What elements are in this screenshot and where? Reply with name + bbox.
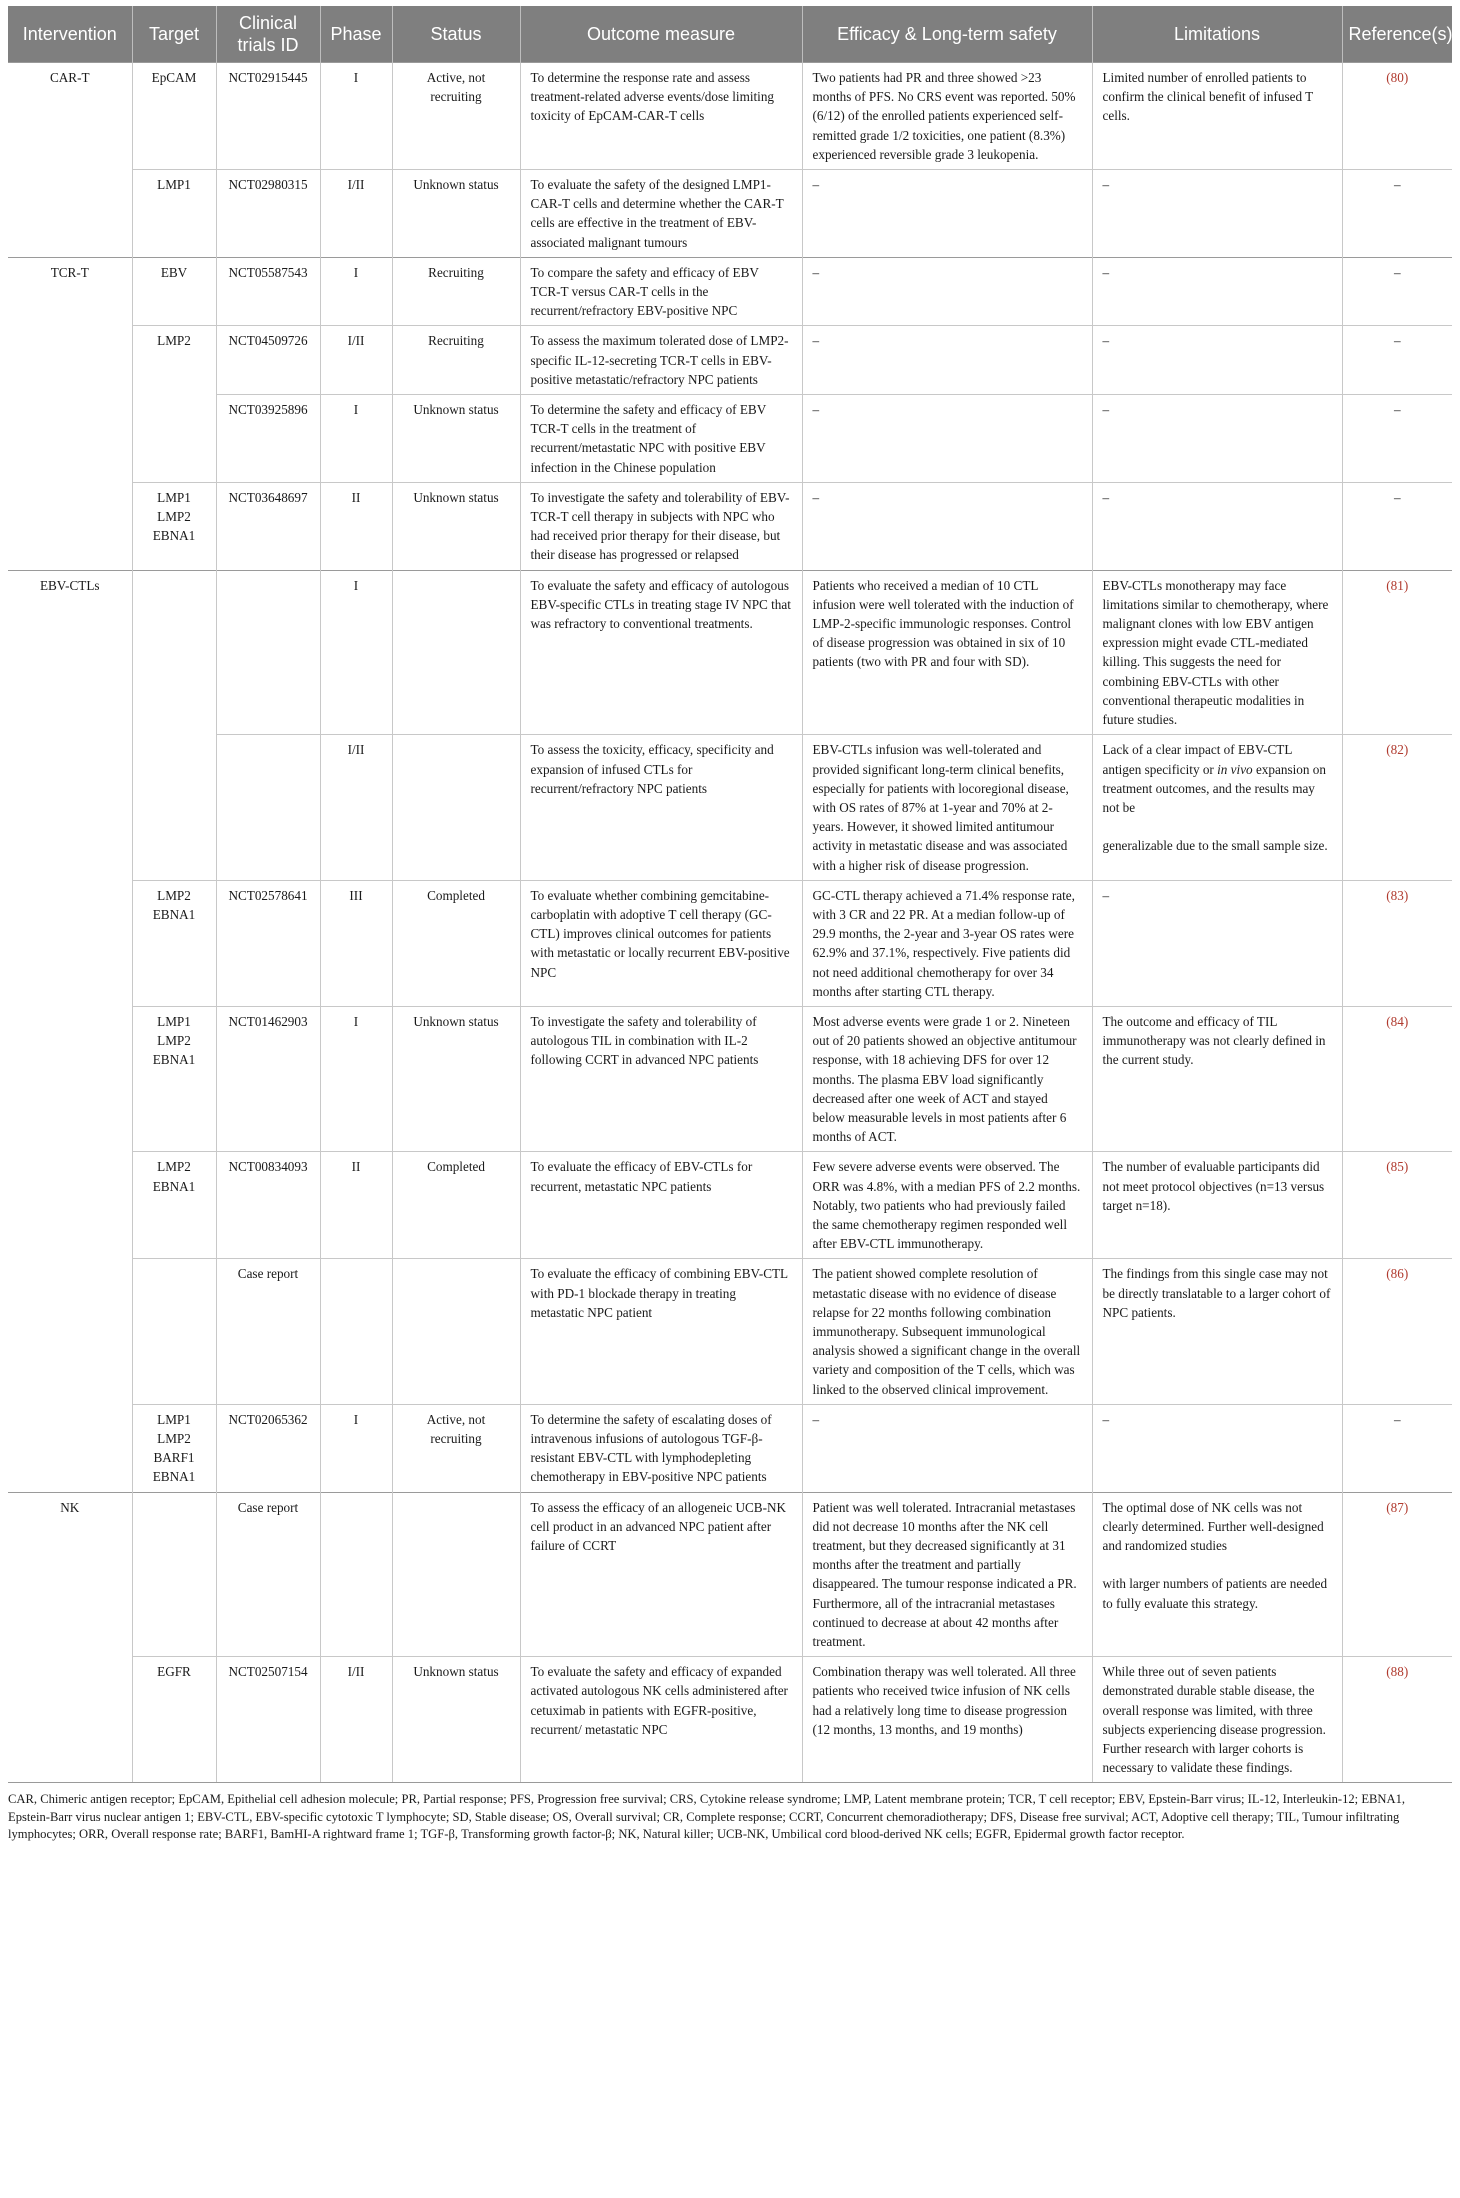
limitations-cell: – (1092, 880, 1342, 1006)
limitations-cell: The number of evaluable participants did not meet protocol objectives (n=13 versus target n=18). (1092, 1152, 1342, 1259)
target-cell: LMP2 EBNA1 (132, 1152, 216, 1259)
table-row (8, 1152, 1452, 1259)
phase-cell: I (320, 1404, 392, 1492)
intervention-cell (8, 735, 132, 880)
target-cell: EpCAM (132, 63, 216, 170)
phase-cell: II (320, 482, 392, 570)
phase-cell: I/II (320, 326, 392, 395)
outcome-cell: To determine the response rate and assess treatment-related adverse events/dose limiting toxicity of EpCAM-CAR-T cells (520, 63, 802, 170)
trial-id-cell: NCT02578641 (216, 880, 320, 1006)
reference-link[interactable]: (81) (1386, 577, 1409, 593)
target-cell (132, 735, 216, 880)
outcome-cell: To evaluate the safety and efficacy of autologous EBV-specific CTLs in treating stage IV NPC that was refractory to conventional treatments. (520, 570, 802, 735)
status-cell (392, 1259, 520, 1404)
target-cell: LMP1 LMP2 EBNA1 (132, 1006, 216, 1151)
table-row (8, 482, 1452, 570)
outcome-cell: To evaluate the safety and efficacy of expanded activated autologous NK cells administered after cetuximab in patients with EGFR-positive, recurrent/ metastatic NPC (520, 1657, 802, 1783)
reference-cell: – (1342, 482, 1452, 570)
header-outcome: Outcome measure (520, 6, 802, 63)
limitations-text: expansion on treatment outcomes, and the results may not be (1102, 761, 1326, 815)
outcome-cell: To investigate the safety and tolerability of autologous TIL in combination with IL-2 following CCRT in advanced NPC patients (520, 1006, 802, 1151)
status-cell: Recruiting (392, 257, 520, 326)
table-footnote: CAR, Chimeric antigen receptor; EpCAM, Epithelial cell adhesion molecule; PR, Partial response; PFS, Progression free survival; CRS, Cytokine release syndrome; LMP, Latent membrane protein; TCR, T cell receptor; EBV, Epstein-Barr virus; IL-12, Interleukin-12; EBNA1, Epstein-Barr virus nuclear antigen 1; EBV-CTL, EBV-specific cytotoxic T lymphocyte; SD, Stable disease; OS, Overall survival; CR, Complete response; CCRT, Concurrent chemoradiotherapy; DFS, Disease free survival; ACT, Adoptive cell therapy; TIL, Tumour infiltrating lymphocytes; ORR, Overall response rate; BARF1, BamHI-A rightward frame 1; TGF-β, Transforming growth factor-β; NK, Natural killer; UCB-NK, Umbilical cord blood-derived NK cells; EGFR, Epidermal growth factor receptor. (8, 1792, 1406, 1842)
target-cell: LMP2 EBNA1 (132, 880, 216, 1006)
table-row (8, 570, 1452, 735)
limitations-cell: – (1092, 482, 1342, 570)
limitations-text: Lack of a clear impact of EBV-CTL antigen specificity or (1102, 742, 1292, 777)
intervention-cell (8, 170, 132, 258)
table-row (8, 395, 1452, 483)
header-limitations: Limitations (1092, 6, 1342, 63)
trial-id-cell: Case report (216, 1492, 320, 1657)
efficacy-cell: – (802, 257, 1092, 326)
efficacy-cell: Most adverse events were grade 1 or 2. Nineteen out of 20 patients showed an objective antitumour response, with 18 achieving DFS for over 12 months. The plasma EBV load significantly decreased after one week of ACT and stayed below measurable levels in most patients after 6 months of ACT. (802, 1006, 1092, 1151)
outcome-cell: To evaluate the efficacy of combining EBV-CTL with PD-1 blockade therapy in treating metastatic NPC patient (520, 1259, 802, 1404)
status-cell (392, 1492, 520, 1657)
limitations-italic: in vivo (1217, 761, 1253, 777)
outcome-cell: To evaluate the efficacy of EBV-CTLs for recurrent, metastatic NPC patients (520, 1152, 802, 1259)
limitations-cell: Limited number of enrolled patients to confirm the clinical benefit of infused T cells. (1092, 63, 1342, 170)
reference-cell: – (1342, 257, 1452, 326)
phase-cell: II (320, 1152, 392, 1259)
phase-cell (320, 1492, 392, 1657)
intervention-cell (8, 395, 132, 483)
limitations-cell: While three out of seven patients demonstrated durable stable disease, the overall response was limited, with three subjects experiencing disease progression. Further research with larger cohorts is necessary to validate these findings. (1092, 1657, 1342, 1783)
efficacy-cell: Two patients had PR and three showed >23 months of PFS. No CRS event was reported. 50% (6/12) of the enrolled patients experienced self-remitted grade 1/2 toxicities, one patient (8.3%) experienced reversible grade 3 leukopenia. (802, 63, 1092, 170)
table-row (8, 1259, 1452, 1404)
intervention-cell (8, 1006, 132, 1151)
target-cell: LMP1 LMP2 BARF1 EBNA1 (132, 1404, 216, 1492)
trial-id-cell: NCT00834093 (216, 1152, 320, 1259)
outcome-cell: To assess the toxicity, efficacy, specificity and expansion of infused CTLs for recurrent/refractory NPC patients (520, 735, 802, 880)
trial-id-cell: NCT02065362 (216, 1404, 320, 1492)
efficacy-cell: – (802, 1404, 1092, 1492)
phase-cell: I/II (320, 1657, 392, 1783)
limitations-cell: The outcome and efficacy of TIL immunotherapy was not clearly defined in the current study. (1092, 1006, 1342, 1151)
table-row (8, 880, 1452, 1006)
limitations-cell: – (1092, 1404, 1342, 1492)
target-cell: LMP2 (132, 326, 216, 395)
table-row (8, 1404, 1452, 1492)
status-cell: Unknown status (392, 170, 520, 258)
limitations-cell: The findings from this single case may not be directly translatable to a larger cohort of NPC patients. (1092, 1259, 1342, 1404)
trial-id-cell: NCT03648697 (216, 482, 320, 570)
reference-cell: – (1342, 1404, 1452, 1492)
status-cell: Active, not recruiting (392, 1404, 520, 1492)
limitations-cell: – (1092, 170, 1342, 258)
limitations-cell: – (1092, 257, 1342, 326)
status-cell: Unknown status (392, 482, 520, 570)
clinical-trials-table (8, 6, 1452, 1783)
limitations-cell: – (1092, 395, 1342, 483)
document-page (8, 6, 1452, 1844)
trial-id-cell: NCT05587543 (216, 257, 320, 326)
reference-link[interactable]: (80) (1386, 70, 1409, 85)
efficacy-cell: – (802, 395, 1092, 483)
reference-cell (1342, 1492, 1452, 1657)
reference-link[interactable]: (88) (1386, 1664, 1409, 1680)
reference-cell (1342, 63, 1452, 170)
outcome-cell: To evaluate whether combining gemcitabine-carboplatin with adoptive T cell therapy (GC-CTL) improves clinical outcomes for patients with metastatic or locally recurrent EBV-positive NPC (520, 880, 802, 1006)
target-cell: EGFR (132, 1657, 216, 1783)
target-cell (132, 570, 216, 735)
limitations-cell (1092, 1492, 1342, 1657)
outcome-cell: To investigate the safety and tolerability of EBV-TCR-T cell therapy in subjects with NPC who had received prior therapy for their disease, but their disease has progressed or relapsed (520, 482, 802, 570)
header-trial-id: Clinical trials ID (216, 6, 320, 63)
reference-cell (1342, 735, 1452, 880)
efficacy-cell: Combination therapy was well tolerated. All three patients who received twice infusion of NK cells had a relatively long time to disease progression (12 months, 13 months, and 19 months) (802, 1657, 1092, 1783)
reference-cell: – (1342, 326, 1452, 395)
table-row (8, 1492, 1452, 1657)
intervention-cell: TCR-T (8, 257, 132, 326)
status-cell: Unknown status (392, 1657, 520, 1783)
trial-id-cell: NCT01462903 (216, 1006, 320, 1151)
reference-link[interactable]: (85) (1386, 1159, 1409, 1175)
phase-cell: I/II (320, 735, 392, 880)
reference-link[interactable]: (83) (1386, 887, 1409, 903)
limitations-text: with larger numbers of patients are needed to fully evaluate this strategy. (1102, 1576, 1328, 1611)
header-phase: Phase (320, 6, 392, 63)
status-cell: Completed (392, 880, 520, 1006)
efficacy-cell: – (802, 482, 1092, 570)
status-cell: Recruiting (392, 326, 520, 395)
phase-cell: I (320, 257, 392, 326)
reference-cell: – (1342, 170, 1452, 258)
efficacy-cell: Patient was well tolerated. Intracranial metastases did not decrease 10 months after the NK cell treatment, but they decreased significantly at 31 months after the treatment and partially disappeared. The tumour response indicated a PR. Furthermore, all of the intracranial metastases continued to decrease at about 42 months after treatment. (802, 1492, 1092, 1657)
phase-cell: I (320, 570, 392, 735)
target-cell (132, 1259, 216, 1404)
outcome-cell: To determine the safety and efficacy of EBV TCR-T cells in the treatment of recurrent/metastatic NPC with positive EBV infection in the Chinese population (520, 395, 802, 483)
outcome-cell: To assess the maximum tolerated dose of LMP2-specific IL-12-secreting TCR-T cells in EBV-positive metastatic/refractory NPC patients (520, 326, 802, 395)
reference-cell (1342, 880, 1452, 1006)
reference-cell (1342, 1657, 1452, 1783)
status-cell: Completed (392, 1152, 520, 1259)
intervention-cell (8, 326, 132, 395)
status-cell: Unknown status (392, 1006, 520, 1151)
phase-cell: I (320, 1006, 392, 1151)
trial-id-cell: NCT02915445 (216, 63, 320, 170)
trial-id-cell: NCT02507154 (216, 1657, 320, 1783)
efficacy-cell: Patients who received a median of 10 CTL infusion were well tolerated with the induction of LMP-2-specific immunologic responses. Control of disease progression was obtained in six of 10 patients (two with PR and four with SD). (802, 570, 1092, 735)
limitations-text: The optimal dose of NK cells was not clearly determined. Further well-designed and randomized studies (1102, 1499, 1324, 1554)
phase-cell: III (320, 880, 392, 1006)
status-cell: Active, not recruiting (392, 63, 520, 170)
target-cell (132, 1492, 216, 1657)
table-row (8, 257, 1452, 326)
target-cell: LMP1 LMP2 EBNA1 (132, 482, 216, 570)
reference-cell (1342, 1006, 1452, 1151)
intervention-cell (8, 1657, 132, 1783)
trial-id-cell (216, 735, 320, 880)
reference-link[interactable]: (82) (1386, 742, 1409, 758)
reference-link[interactable]: (86) (1386, 1266, 1409, 1282)
outcome-cell: To compare the safety and efficacy of EBV TCR-T versus CAR-T cells in the recurrent/refractory EBV-positive NPC (520, 257, 802, 326)
phase-cell: I (320, 395, 392, 483)
efficacy-cell: EBV-CTLs infusion was well-tolerated and provided significant long-term clinical benefits, especially for patients with locoregional disease, with OS rates of 87% at 1-year and 70% at 2-years. However, it showed limited antitumour activity in metastatic disease and was associated with a higher risk of disease progression. (802, 735, 1092, 880)
efficacy-cell: GC-CTL therapy achieved a 71.4% response rate, with 3 CR and 22 PR. At a median follow-up of 29.9 months, the 2-year and 3-year OS rates were 62.9% and 37.1%, respectively. Five patients did not need additional chemotherapy for over 34 months after starting CTL therapy. (802, 880, 1092, 1006)
header-references: Reference(s) (1342, 6, 1452, 63)
phase-cell (320, 1259, 392, 1404)
reference-cell: – (1342, 395, 1452, 483)
efficacy-cell: The patient showed complete resolution of metastatic disease with no evidence of disease relapse for 22 months following combination immunotherapy. Subsequent immunological analysis showed a significant change in the overall variety and composition of the T cells, which was linked to the observed clinical improvement. (802, 1259, 1092, 1404)
intervention-cell (8, 482, 132, 570)
target-cell: LMP1 (132, 170, 216, 258)
reference-link[interactable]: (84) (1386, 1013, 1409, 1029)
trial-id-cell: NCT02980315 (216, 170, 320, 258)
trial-id-cell: NCT04509726 (216, 326, 320, 395)
table-row (8, 1006, 1452, 1151)
outcome-cell: To determine the safety of escalating doses of intravenous infusions of autologous TGF-β-resistant EBV-CTL with lymphodepleting chemotherapy in EBV-positive NPC patients (520, 1404, 802, 1492)
table-row (8, 326, 1452, 395)
phase-cell: I/II (320, 170, 392, 258)
outcome-cell: To evaluate the safety of the designed LMP1-CAR-T cells and determine whether the CAR-T cells are effective in the treatment of EBV-associated malignant tumours (520, 170, 802, 258)
target-cell (132, 395, 216, 483)
intervention-cell (8, 880, 132, 1006)
efficacy-cell: – (802, 170, 1092, 258)
table-row (8, 1657, 1452, 1783)
outcome-cell: To assess the efficacy of an allogeneic UCB-NK cell product in an advanced NPC patient after failure of CCRT (520, 1492, 802, 1657)
intervention-cell: CAR-T (8, 63, 132, 170)
reference-link[interactable]: (87) (1386, 1499, 1409, 1515)
header-status: Status (392, 6, 520, 63)
phase-cell: I (320, 63, 392, 170)
efficacy-cell: Few severe adverse events were observed. The ORR was 4.8%, with a median PFS of 2.2 months. Notably, two patients who had previously failed the same chemotherapy regimen responded well after EBV-CTL immunotherapy. (802, 1152, 1092, 1259)
reference-cell (1342, 570, 1452, 735)
efficacy-cell: – (802, 326, 1092, 395)
header-target: Target (132, 6, 216, 63)
header-efficacy: Efficacy & Long-term safety (802, 6, 1092, 63)
table-row (8, 735, 1452, 880)
status-cell (392, 735, 520, 880)
limitations-cell: – (1092, 326, 1342, 395)
intervention-cell (8, 1259, 132, 1404)
limitations-cell (1092, 735, 1342, 880)
table-header-row (8, 6, 1452, 63)
target-cell: EBV (132, 257, 216, 326)
reference-cell (1342, 1259, 1452, 1404)
intervention-cell: NK (8, 1492, 132, 1657)
reference-cell (1342, 1152, 1452, 1259)
trial-id-cell: Case report (216, 1259, 320, 1404)
limitations-cell: EBV-CTLs monotherapy may face limitations similar to chemotherapy, where malignant clones with low EBV antigen expression might evade CTL-mediated killing. This suggests the need for combining EBV-CTLs with other conventional therapeutic modalities in future studies. (1092, 570, 1342, 735)
limitations-text: generalizable due to the small sample size. (1102, 838, 1328, 854)
status-cell (392, 570, 520, 735)
header-intervention: Intervention (8, 6, 132, 63)
intervention-cell: EBV-CTLs (8, 570, 132, 735)
trial-id-cell: NCT03925896 (216, 395, 320, 483)
table-row (8, 170, 1452, 258)
trial-id-cell (216, 570, 320, 735)
intervention-cell (8, 1152, 132, 1259)
table-row (8, 63, 1452, 170)
status-cell: Unknown status (392, 395, 520, 483)
intervention-cell (8, 1404, 132, 1492)
